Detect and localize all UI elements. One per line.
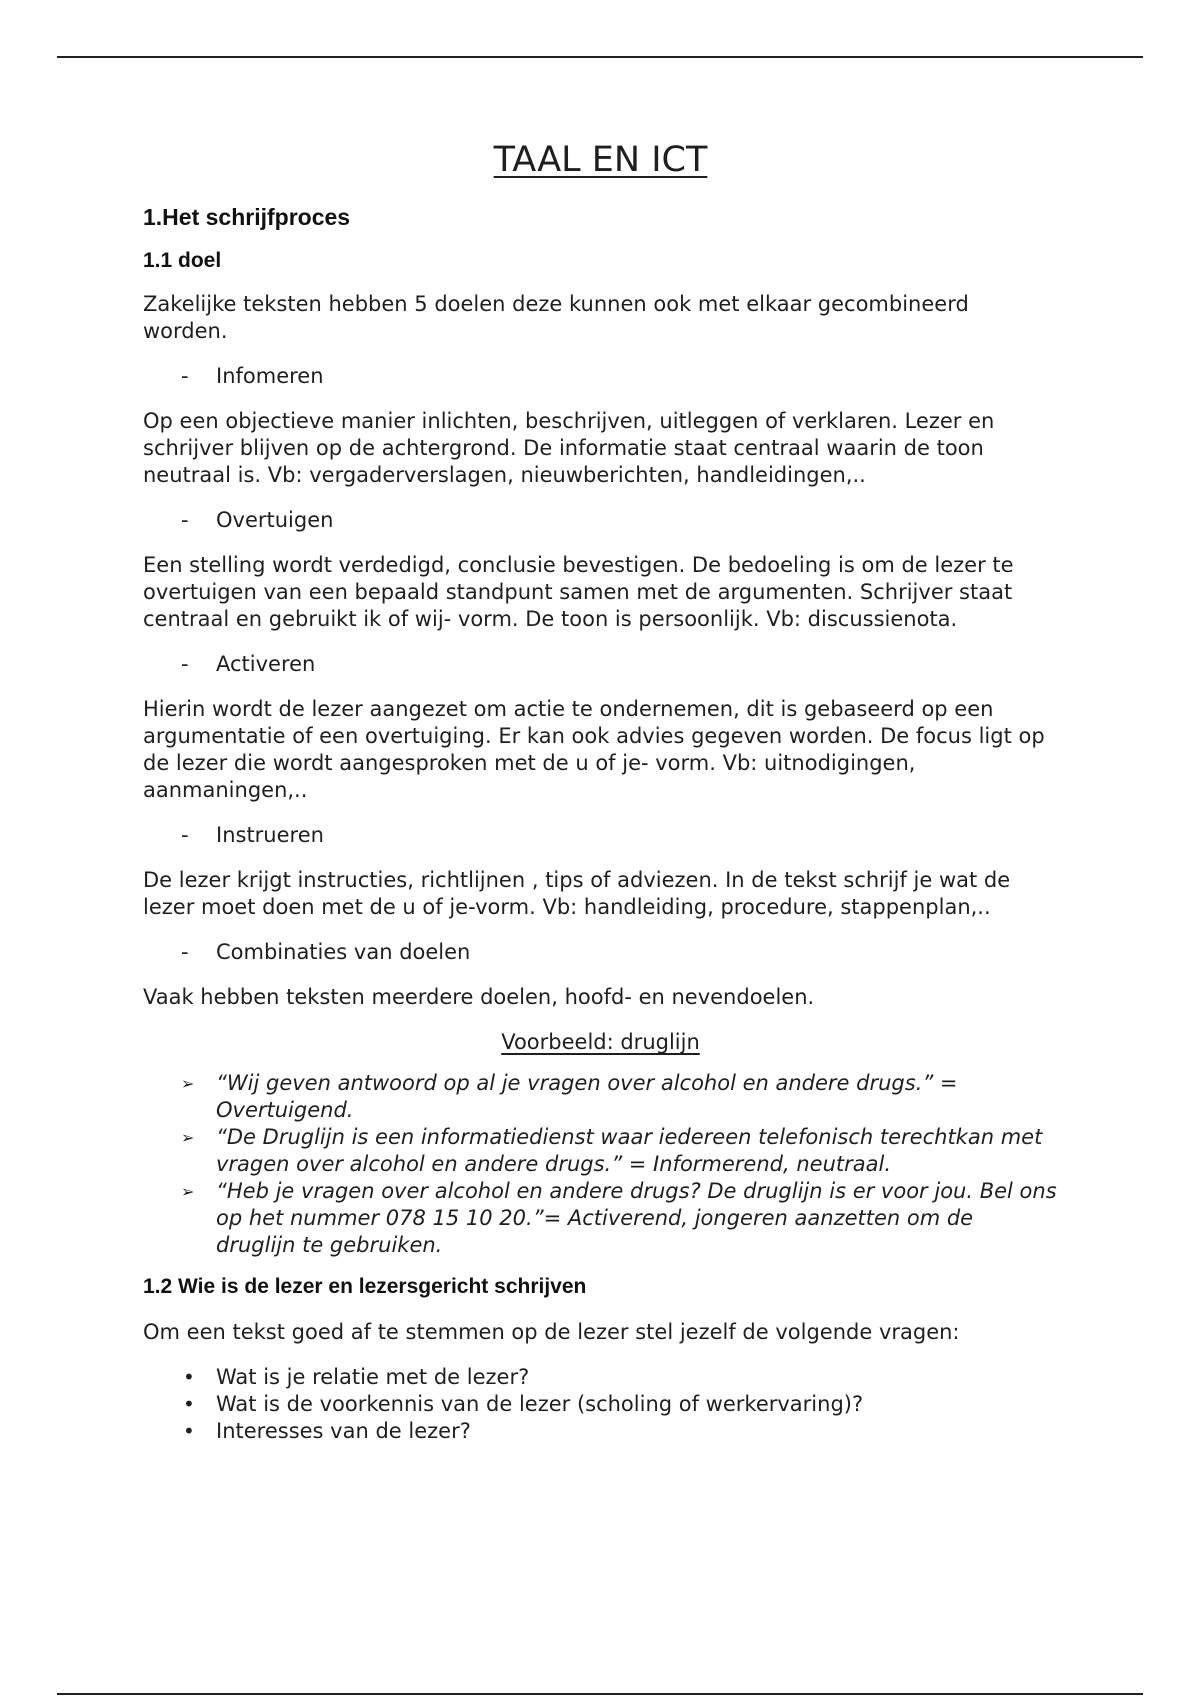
goal-label: Infomeren bbox=[216, 364, 324, 388]
example-list bbox=[143, 1070, 1058, 1259]
arrow-bullet-icon: ➢ bbox=[181, 1128, 195, 1147]
list-item bbox=[143, 1124, 1058, 1178]
goal-label: Activeren bbox=[216, 652, 316, 676]
arrow-bullet-icon: ➢ bbox=[181, 1182, 195, 1201]
list-item bbox=[143, 1391, 1058, 1418]
goal-description-overtuigen: Een stelling wordt verdedigd, conclusie bevestigen. De bedoeling is om de lezer te overtuigen van een bepaald standpunt samen met de argumenten. Schrijver staat centraal en gebruikt ik of wij- vorm. De toon is persoonlijk. Vb: discussienota. bbox=[143, 553, 1014, 631]
goal-label: Instrueren bbox=[216, 823, 324, 847]
question-text: Wat is je relatie met de lezer? bbox=[216, 1365, 530, 1389]
arrow-bullet-icon: ➢ bbox=[181, 1074, 195, 1093]
dash-icon: - bbox=[181, 823, 189, 847]
subsection-heading-doel: 1.1 doel bbox=[143, 249, 222, 272]
reader-questions-list bbox=[143, 1364, 1058, 1445]
header-rule bbox=[57, 56, 1143, 58]
intro-paragraph: Zakelijke teksten hebben 5 doelen deze kunnen ook met elkaar gecombineerd worden. bbox=[143, 292, 969, 343]
goal-item-overtuigen bbox=[143, 507, 1058, 534]
list-item bbox=[143, 1070, 1058, 1124]
example-quote: “Wij geven antwoord op al je vragen over alcohol en andere drugs.” = Overtuigend. bbox=[216, 1071, 958, 1122]
goal-item-activeren bbox=[143, 651, 1058, 678]
document-title: TAAL EN ICT bbox=[493, 140, 708, 180]
question-text: Wat is de voorkennis van de lezer (scholing of werkervaring)? bbox=[216, 1392, 864, 1416]
list-item bbox=[143, 1364, 1058, 1391]
bullet-icon: • bbox=[183, 1419, 195, 1443]
dash-icon: - bbox=[181, 508, 189, 532]
dash-icon: - bbox=[181, 364, 189, 388]
bullet-icon: • bbox=[183, 1392, 195, 1416]
goal-description-combinaties: Vaak hebben teksten meerdere doelen, hoofd- en nevendoelen. bbox=[143, 985, 815, 1009]
list-item bbox=[143, 1418, 1058, 1445]
section-heading-schrijfproces: 1.Het schrijfproces bbox=[143, 204, 351, 230]
subsection-heading-lezer: 1.2 Wie is de lezer en lezersgericht schrijven bbox=[143, 1275, 587, 1298]
goal-description-activeren: Hierin wordt de lezer aangezet om actie te ondernemen, dit is gebaseerd op een argumentatie of een overtuiging. Er kan ook advies gegeven worden. De focus ligt op de lezer die wordt aangesproken met de u of je- vorm. Vb: uitnodigingen, aanmaningen,.. bbox=[143, 697, 1045, 802]
goal-item-informeren bbox=[143, 363, 1058, 390]
goal-description-instrueren: De lezer krijgt instructies, richtlijnen , tips of adviezen. In de tekst schrijf je wat de lezer moet doen met de u of je-vorm. Vb: handleiding, procedure, stappenplan,.. bbox=[143, 868, 1011, 919]
goal-item-instrueren bbox=[143, 822, 1058, 849]
goal-label: Combinaties van doelen bbox=[216, 940, 471, 964]
question-text: Interesses van de lezer? bbox=[216, 1419, 471, 1443]
example-quote: “De Druglijn is een informatiedienst waar iedereen telefonisch terechtkan met vragen over alcohol en andere drugs.” = Informerend, neutraal. bbox=[216, 1125, 1043, 1176]
example-heading: Voorbeeld: druglijn bbox=[501, 1030, 700, 1054]
goal-description-informeren: Op een objectieve manier inlichten, beschrijven, uitleggen of verklaren. Lezer en schrijver blijven op de achtergrond. De informatie staat centraal waarin de toon neutraal is. Vb: vergaderverslagen, nieuwberichten, handleidingen,.. bbox=[143, 409, 995, 487]
example-quote: “Heb je vragen over alcohol en andere drugs? De druglijn is er voor jou. Bel ons op het nummer 078 15 10 20.”= Activerend, jongeren aanzetten om de druglijn te gebruiken. bbox=[216, 1179, 1057, 1257]
footer-rule bbox=[57, 1693, 1143, 1695]
goal-item-combinaties bbox=[143, 939, 1058, 966]
list-item bbox=[143, 1178, 1058, 1259]
dash-icon: - bbox=[181, 652, 189, 676]
dash-icon: - bbox=[181, 940, 189, 964]
goal-label: Overtuigen bbox=[216, 508, 334, 532]
bullet-icon: • bbox=[183, 1365, 195, 1389]
document-page bbox=[143, 140, 1058, 1461]
reader-intro-paragraph: Om een tekst goed af te stemmen op de lezer stel jezelf de volgende vragen: bbox=[143, 1320, 960, 1344]
